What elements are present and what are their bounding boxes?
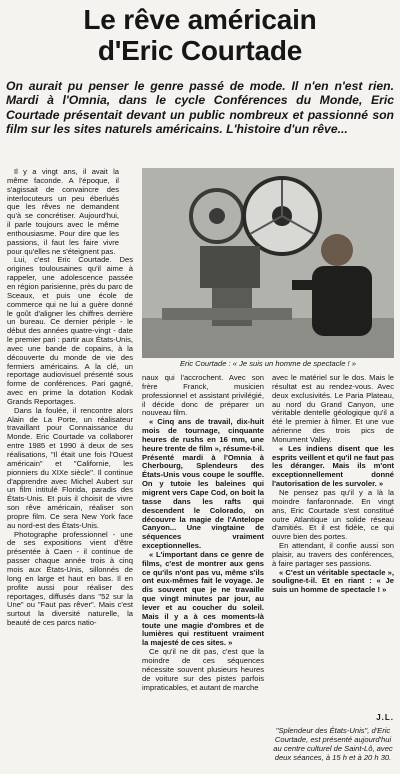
paragraph: naux qui l'accrochent. Avec son frère Franck, musicien professionnel et assistant privilégié, il décide donc de préparer un nouveau film. xyxy=(142,373,264,418)
article-headline xyxy=(0,4,400,66)
paragraph: En attendant, il confie aussi son plaisir, au travers des conférences, à faire partager ses passions. xyxy=(272,541,394,568)
paragraph: avec le matériel sur le dos. Mais le résultat est au rendez-vous. Avec deux exclusivités. Le Paria Plateau, au nord du Grand Canyon, une véritable dentelle géologique qu'il a été le premier à filmer. Et une vue aérienne des trois pics de Monument Valley. xyxy=(272,373,394,444)
column-1 xyxy=(7,168,133,628)
paragraph: « L'important dans ce genre de films, c'est de montrer aux gens ce qu'ils n'ont pas vu, même s'ils ont eux-mêmes fait le voyage. Je dis souvent que je ne travaille que vingt minutes par jour, au lever et au coucher du soleil. Mais il y a à ces moments-là toute une magie d'ombres et de lumières qui restituent vraiment la majesté de ces sites. » xyxy=(142,549,264,648)
column-3 xyxy=(272,374,394,595)
headline-line-1: Le rêve américain xyxy=(83,4,317,35)
article-photo xyxy=(142,168,394,358)
paragraph: « Cinq ans de travail, dix-huit mois de tournage, cinquante heures de rushs en 16 mm, une heure trente de film », résume-t-il. Présenté mardi à l'Omnia à Cherbourg, Splendeurs des États-Unis vous coupe le souffle. On y tutoie les baleines qui migrent vers Cape Cod, on boit la tasse dans les rafts qui descendent le Colorado, on découvre la magie de l'Antelope Canyon... Une vingtaine de séquences vraiment exceptionnelles. xyxy=(142,417,264,551)
author-signature: J.L. xyxy=(376,713,394,722)
paragraph: « Les indiens disent que les esprits veillent et qu'il ne faut pas les déranger. Mais ils m'ont exceptionnellement donné l'autorisation de les survoler. » xyxy=(272,443,394,489)
paragraph: Il y a vingt ans, il avait la même faconde. A l'époque, il s'agissait de convaincre des interlocuteurs un peu éberlués que les rêves ne demandent qu'à se concrétiser. Aujourd'hui, il parle toujours avec le même enthousiasme. Pour dire que les passions, il faut les faire vivre pour qu'elles ne s'éteignent pas. xyxy=(7,167,119,256)
paragraph: Ce qu'il ne dit pas, c'est que la moindre de ces séquences nécessite souvent plusieurs heures de voiture sur des pistes parfois impraticables, et autant de marche xyxy=(142,647,264,692)
lead-paragraph: On aurait pu penser le genre passé de mode. Il n'en n'est rien. Mardi à l'Omnia, dans le cycle Conférences du Monde, Eric Courtade présentait devant un public nombreux et passionné son film sur les sites naturels américains. L'histoire d'un rêve... xyxy=(6,79,394,137)
column-2 xyxy=(142,374,264,692)
headline-line-2: d'Eric Courtade xyxy=(97,35,303,66)
photo-caption: Eric Courtade : « Je suis un homme de spectacle ! » xyxy=(179,359,356,368)
paragraph: « C'est un véritable spectacle », souligne-t-il. Et en riant : « Je suis un homme de spectacle ! » xyxy=(272,567,394,595)
paragraph: Ne pensez pas qu'il y a là la moindre fanfaronnade. En vingt ans, Eric Courtade s'est constitué outre Atlantique un solide réseau d'amitiés. Et il est fidèle, ce qui ouvre bien des portes. xyxy=(272,487,394,542)
paragraph: Photographe professionnel - une de ses expositions vient d'être présentée à Caen - il continue de passer chaque année trois à cinq mois aux États-Unis, sillonnés de long en large et haut en bas. Il en profite aussi pour réaliser des reportages, diffusés dans "52 sur la Une" ou "Faut pas rêver". Mais c'est surtout la diversité naturelle, la beauté de ces parcs natio- xyxy=(7,529,133,628)
screening-info: "Splendeur des États-Unis", d'Eric Courtade, est présenté aujourd'hui au centre culturel de Saint-Lô, avec deux séances, à 15 h et à 20 h 30. xyxy=(273,726,393,762)
paragraph: Dans la foulée, il rencontre alors Alain de La Porte, un réalisateur travaillant pour Connaissance du Monde. Eric Courtade va collaborer entre 1985 et 1990 à deux de ses réalisations, "Il était une fois l'Ouest américain" et "Californie, les pionniers du XIXe siècle". Il continue d'apprendre avec Michel Aubert sur un film intitulé Florida, paradis des États-Unis. Et puis il choisit de vivre son rêve américain, réaliser son propre film. Ce sera New York face au nord-est des États-Unis. xyxy=(7,405,133,530)
paragraph: Lui, c'est Eric Courtade. Des origines toulousaines qu'il aime à rappeler, une adolescence passée en région parisienne, près du parc de Sceaux, et puis une école de commerce qui ne lui a guère donné le goût d'aligner les chiffres derrière un bureau. Ce dernier périple - le début des années quatre-vingt - date le premier pari : partir aux États-Unis, avec une bande de copains, à la découverte du monde de vie des fermiers américains. A la clé, un reportage audiovisuel présenté sous forme de conférences. Pari gagné, avec en prime la dotation Kodak Grands Reportages. xyxy=(7,255,133,406)
projector-photo-illustration xyxy=(142,168,394,358)
